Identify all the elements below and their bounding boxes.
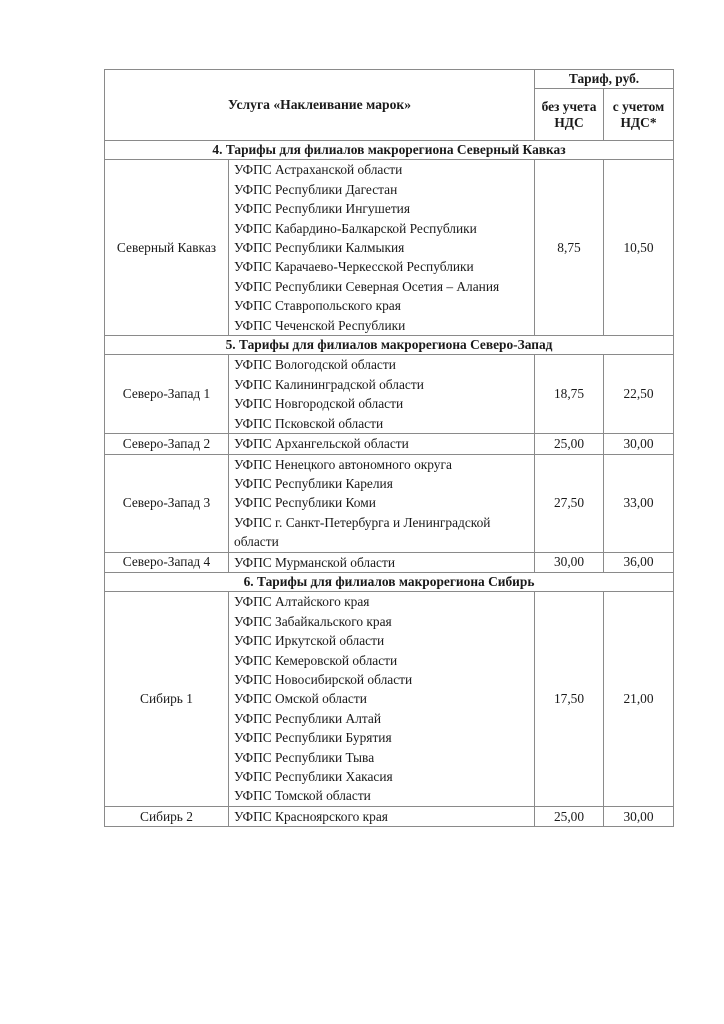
price-without-vat: 18,75	[535, 355, 604, 434]
branch-list	[229, 160, 535, 336]
branch-item: УФПС Красноярского края	[234, 808, 388, 824]
price-with-vat: 21,00	[604, 592, 674, 806]
price-with-vat: 30,00	[604, 434, 674, 454]
branch-list	[229, 806, 535, 826]
section-title: 5. Тарифы для филиалов макрорегиона Северо-Запад	[105, 336, 674, 355]
group-name: Северо-Запад 4	[105, 552, 229, 572]
section-row	[105, 141, 674, 160]
tariff-table	[104, 69, 674, 827]
branch-item: УФПС Новгородской области	[234, 396, 404, 412]
price-with-vat: 22,50	[604, 355, 674, 434]
price-without-vat: 27,50	[535, 454, 604, 552]
branch-item: УФПС Чеченской Республики	[234, 317, 406, 333]
branch-item: УФПС Кабардино-Балкарской Республики	[234, 220, 477, 236]
tariff-body	[105, 141, 674, 827]
branch-item: УФПС Иркутской области	[234, 633, 385, 649]
branch-item: УФПС Республики Алтай	[234, 710, 382, 726]
branch-item: УФПС Забайкальского края	[234, 613, 392, 629]
branch-item: УФПС Калининградской области	[234, 376, 424, 392]
branch-item: УФПС Ненецкого автономного округа	[234, 456, 452, 472]
branch-item: УФПС Архангельской области	[234, 436, 409, 452]
without-vat-header	[535, 89, 604, 141]
with-vat-header	[604, 89, 674, 141]
branch-item: УФПС Республики Бурятия	[234, 730, 392, 746]
table-row	[105, 355, 674, 434]
branch-item: УФПС Республики Коми	[234, 495, 376, 511]
branch-item: УФПС г. Санкт-Петербурга и Ленинградской области	[234, 514, 491, 550]
price-without-vat: 17,50	[535, 592, 604, 806]
branch-item: УФПС Томской области	[234, 788, 371, 804]
table-row	[105, 592, 674, 806]
group-name: Северо-Запад 3	[105, 454, 229, 552]
price-without-vat: 30,00	[535, 552, 604, 572]
price-with-vat: 36,00	[604, 552, 674, 572]
tariff-header: Тариф, руб.	[535, 70, 674, 89]
branch-item: УФПС Республики Северная Осетия – Алания	[234, 278, 500, 294]
branch-list	[229, 592, 535, 806]
price-with-vat: 30,00	[604, 806, 674, 826]
group-name: Северо-Запад 2	[105, 434, 229, 454]
header-row-1	[105, 70, 674, 89]
branch-item: УФПС Псковской области	[234, 415, 384, 431]
section-title: 6. Тарифы для филиалов макрорегиона Сибирь	[105, 572, 674, 591]
group-name: Сибирь 2	[105, 806, 229, 826]
service-header: Услуга «Наклеивание марок»	[105, 70, 535, 141]
section-row	[105, 336, 674, 355]
section-title: 4. Тарифы для филиалов макрорегиона Северный Кавказ	[105, 141, 674, 160]
branch-item: УФПС Карачаево-Черкесской Республики	[234, 259, 474, 275]
price-with-vat: 33,00	[604, 454, 674, 552]
branch-item: УФПС Республики Ингушетия	[234, 201, 410, 217]
branch-item: УФПС Мурманской области	[234, 554, 396, 570]
branch-item: УФПС Вологодской области	[234, 357, 396, 373]
branch-list	[229, 454, 535, 552]
section-row	[105, 572, 674, 591]
table-row	[105, 160, 674, 336]
without-vat-label: без учета НДС	[541, 99, 597, 130]
branch-item: УФПС Республики Калмыкия	[234, 240, 405, 256]
price-with-vat: 10,50	[604, 160, 674, 336]
with-vat-label: с учетом НДС*	[612, 99, 665, 130]
branch-item: УФПС Омской области	[234, 691, 367, 707]
branch-item: УФПС Новосибирской области	[234, 671, 413, 687]
group-name: Сибирь 1	[105, 592, 229, 806]
group-name: Северо-Запад 1	[105, 355, 229, 434]
table-row	[105, 434, 674, 454]
table-row	[105, 454, 674, 552]
price-without-vat: 25,00	[535, 806, 604, 826]
branch-list	[229, 355, 535, 434]
branch-item: УФПС Республики Дагестан	[234, 181, 398, 197]
table-row	[105, 806, 674, 826]
group-name: Северный Кавказ	[105, 160, 229, 336]
price-without-vat: 25,00	[535, 434, 604, 454]
branch-list	[229, 434, 535, 454]
branch-item: УФПС Кемеровской области	[234, 652, 398, 668]
branch-item: УФПС Республики Тыва	[234, 749, 375, 765]
price-without-vat: 8,75	[535, 160, 604, 336]
table-row	[105, 552, 674, 572]
branch-item: УФПС Ставропольского края	[234, 298, 401, 314]
branch-item: УФПС Республики Карелия	[234, 475, 393, 491]
branch-list	[229, 552, 535, 572]
branch-item: УФПС Алтайского края	[234, 594, 370, 610]
branch-item: УФПС Астраханской области	[234, 162, 403, 178]
branch-item: УФПС Республики Хакасия	[234, 769, 393, 784]
